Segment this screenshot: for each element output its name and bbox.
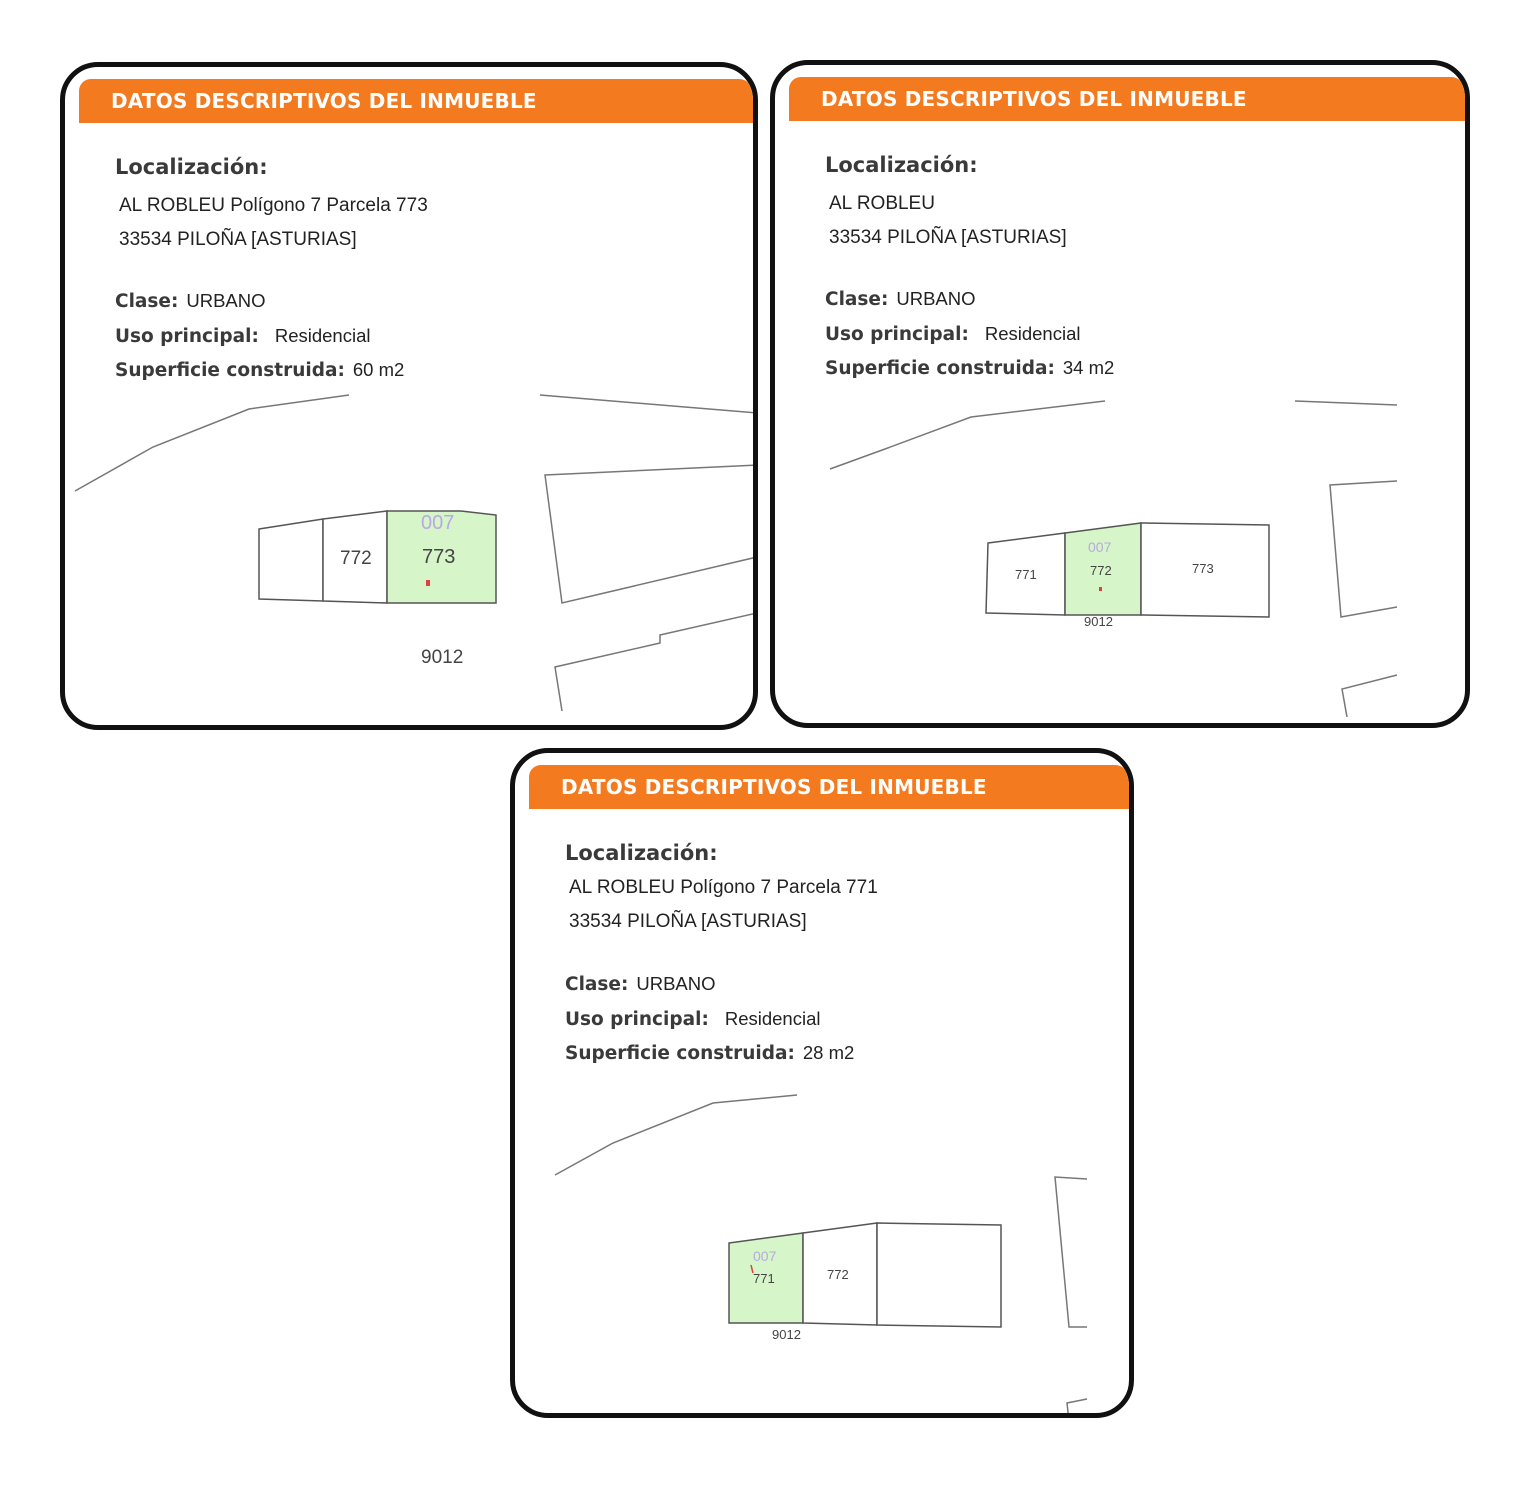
poligono-number: 007 [421,512,455,534]
clase-value: URBANO [636,973,716,994]
address-line-1: AL ROBLEU Polígono 7 Parcela 773 [119,195,428,216]
uso-label: Uso principal: [565,1009,709,1030]
road-number: 9012 [1084,614,1113,629]
road-number: 9012 [421,647,464,668]
uso-value: Residencial [724,1008,821,1029]
property-card-3 [510,748,1134,1418]
parcel-number: 771 [753,1271,775,1286]
poligono-number: 007 [753,1248,777,1264]
parcel-number: 772 [827,1267,849,1282]
location-label: Localización: [825,153,978,177]
address-line-1: AL ROBLEU Polígono 7 Parcela 771 [569,877,878,898]
clase-value: URBANO [896,288,976,309]
parcel-number: 773 [422,546,456,568]
property-card-1 [60,62,758,730]
superficie-label: Superficie construida: [825,358,1055,379]
road-number: 9012 [772,1327,801,1342]
parcel-number: 771 [1015,567,1037,582]
location-label: Localización: [565,841,718,865]
card-header-title: DATOS DESCRIPTIVOS DEL INMUEBLE [821,87,1247,111]
property-card-2 [770,60,1470,728]
superficie-value: 60 m2 [352,359,405,380]
card-header-title: DATOS DESCRIPTIVOS DEL INMUEBLE [561,775,987,799]
uso-value: Residencial [984,323,1081,344]
superficie-label: Superficie construida: [565,1043,795,1064]
address-line-2: 33534 PILOÑA [ASTURIAS] [119,229,357,250]
card-header-title: DATOS DESCRIPTIVOS DEL INMUEBLE [111,89,537,113]
clase-label: Clase: [565,974,629,995]
superficie-label: Superficie construida: [115,360,345,381]
uso-value: Residencial [274,325,371,346]
superficie-value: 28 m2 [802,1042,855,1063]
uso-label: Uso principal: [115,326,259,347]
parcel-number: 773 [1192,561,1214,576]
clase-value: URBANO [186,290,266,311]
clase-label: Clase: [825,289,889,310]
location-label: Localización: [115,155,268,179]
address-line-1: AL ROBLEU [829,193,935,214]
poligono-number: 007 [1088,539,1112,555]
address-line-2: 33534 PILOÑA [ASTURIAS] [829,227,1067,248]
parcel-number: 772 [340,548,372,569]
clase-label: Clase: [115,291,179,312]
uso-label: Uso principal: [825,324,969,345]
parcel-number: 772 [1090,563,1112,578]
superficie-value: 34 m2 [1062,357,1115,378]
address-line-2: 33534 PILOÑA [ASTURIAS] [569,911,807,932]
